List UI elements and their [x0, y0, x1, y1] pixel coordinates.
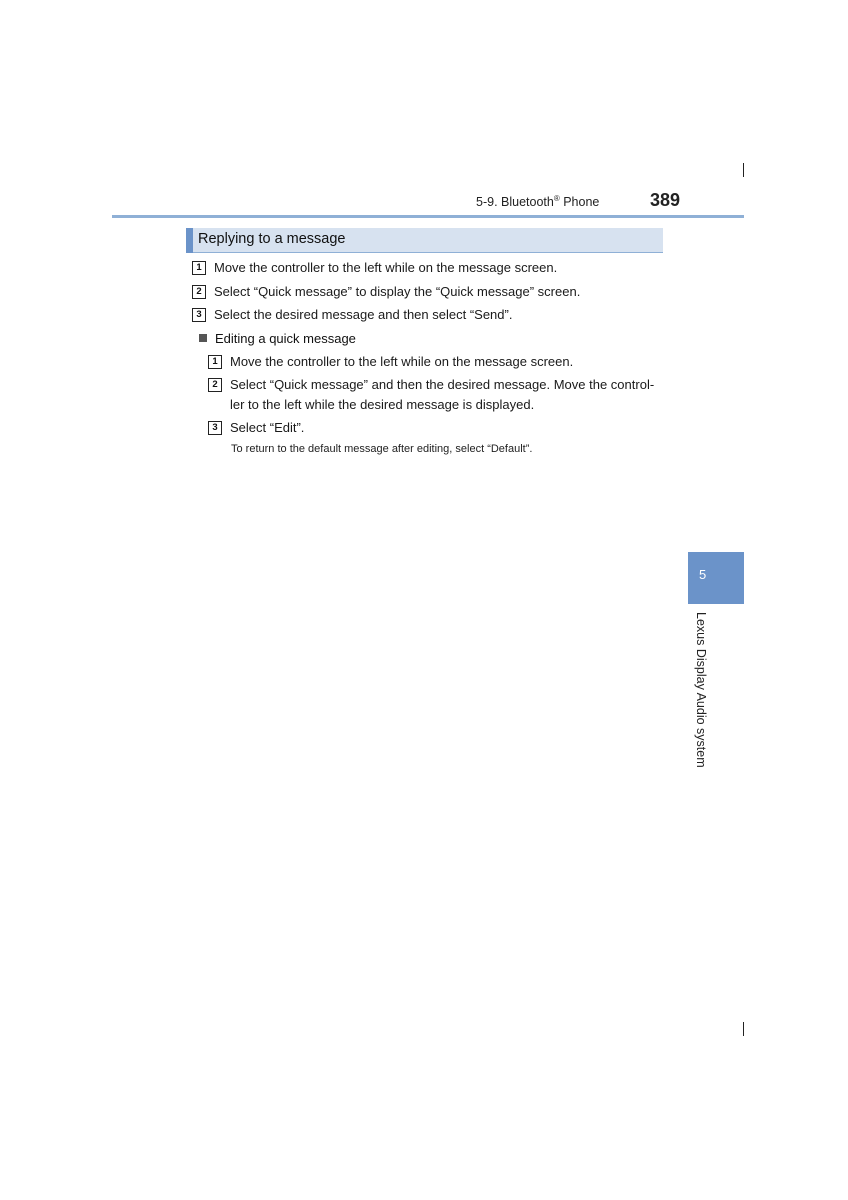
step-number: 2: [208, 378, 222, 392]
note-text: To return to the default message after editing, select “Default”.: [231, 443, 533, 455]
step-text: Move the controller to the left while on the message screen.: [230, 354, 574, 369]
step-text: Select “Quick message” to display the “Quick message” screen.: [214, 284, 581, 299]
chapter-tab: [688, 552, 744, 604]
section-accent: [186, 228, 193, 253]
step-text: Move the controller to the left while on the message screen.: [214, 260, 558, 275]
step-number: 3: [192, 308, 206, 322]
square-bullet-icon: [199, 334, 207, 342]
subsection-title: Editing a quick message: [215, 331, 356, 346]
step-text: Select “Quick message” and then the desired message. Move the control-: [230, 377, 655, 392]
step-number: 2: [192, 285, 206, 299]
section-title: Replying to a message: [198, 231, 346, 247]
step-text: Select “Edit”.: [230, 420, 305, 435]
registered-mark: ®: [553, 194, 560, 203]
running-header: [476, 194, 599, 209]
crop-mark-top: [743, 163, 744, 177]
header-section-suffix: Phone: [559, 195, 600, 209]
subsection-heading: [199, 329, 356, 349]
step-number: 1: [192, 261, 206, 275]
step-number: 3: [208, 421, 222, 435]
section-heading-bar: [186, 228, 663, 253]
chapter-label: Lexus Display Audio system: [694, 612, 708, 768]
crop-mark-bottom: [743, 1022, 744, 1036]
step-number: 1: [208, 355, 222, 369]
header-rule: [112, 215, 744, 218]
chapter-number: 5: [699, 567, 707, 582]
page-number: 389: [650, 190, 681, 210]
header-section: 5-9. Bluetooth: [476, 195, 554, 209]
step-text: Select the desired message and then select “Send”.: [214, 307, 513, 322]
step-text-continued: ler to the left while the desired message is displayed.: [230, 397, 535, 412]
